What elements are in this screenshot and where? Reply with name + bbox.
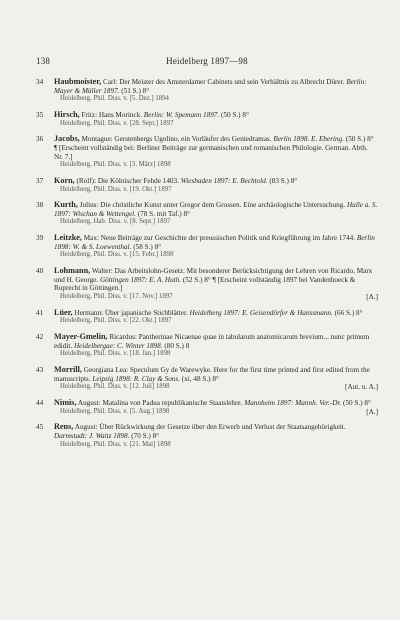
entry-title: Carl: Der Meister des Amsterdamer Cabinets und sein Verhältnis zu Albrecht Dürer. (103, 78, 345, 86)
bibliography-entry (36, 423, 378, 449)
collation: (52 S.) 8° ¶ [Erscheint vollständig 1897 bei Vandenhoeck & Ruprecht in Göttingen.] (54, 275, 356, 293)
bibliography-entry (36, 177, 378, 194)
collation: (50 S.) 8° (343, 399, 371, 408)
bibliography-entry (36, 78, 378, 104)
collation: (83 S.) 8° (269, 176, 298, 185)
publication-info: Heidelbergae: C. Winter 1898. (73, 341, 163, 350)
publication-info: Mannheim 1897: Mannh. Ver.-Dr. (244, 399, 342, 408)
entry-title: Julius: Die christliche Kunst unter Gregor dem Grossen. Eine archäologische Untersuchung. (79, 201, 346, 210)
publication-info: Berlin 1898. E. Ebering. (273, 135, 344, 144)
bibliography-entry (36, 309, 378, 326)
entry-number: 38 (36, 201, 44, 210)
author-surname: Nimis, (54, 398, 77, 408)
entry-title: August: Über Rückwirkung der Gesetze über den Erwerb und Verlust der Staatsangehörigkeit. (74, 423, 346, 432)
running-title: Heidelberg 1897—98 (166, 56, 248, 66)
entry-source-mark: [A.] (366, 407, 378, 416)
entry-number: 39 (36, 234, 44, 243)
collation: (66 S.) 8° (334, 308, 363, 317)
publication-info: Heidelberg 1897: E. Geisendörfer & Hanssmann. (189, 308, 333, 317)
publication-info: Berlin 1898: W. & S. Loewenthal. (54, 234, 375, 251)
author-surname: Lüer, (54, 307, 73, 317)
author-surname: Jacobs, (54, 134, 80, 144)
bibliography-entry (36, 399, 378, 416)
author-surname: Kurth, (54, 200, 78, 210)
publication-info: Berlin: W. Spemann 1897. (143, 110, 220, 119)
entry-title: Hermann: Über japanische Stichblätter. (74, 308, 188, 317)
bibliography-entry (36, 333, 378, 359)
entry-number: 43 (36, 366, 44, 375)
entry-number: 40 (36, 267, 44, 276)
publication-info: Berlin: Mayer & Müller 1897. (54, 78, 367, 95)
collation: (70 S.) 8° (131, 432, 160, 441)
entry-number: 37 (36, 176, 44, 185)
bibliography-entry (36, 267, 378, 301)
entry-title: Montague: Gerstenbergs Ugolino, ein Vorläufer des Geniedramas. (81, 135, 272, 144)
entry-number: 41 (36, 308, 44, 317)
author-surname: Leitzke, (54, 233, 82, 243)
entry-number: 36 (36, 135, 44, 144)
entry-number: 44 (36, 399, 44, 408)
author-surname: Lohmann, (54, 266, 91, 276)
entry-title: Georgiana Lea: Speculum Gy de Warewyke. Here for the first time printed and first edited from the manuscripts. (54, 366, 370, 383)
bibliography-entry (36, 366, 378, 392)
publication-info: Darmstadt: J. Waitz 1898. (54, 432, 130, 441)
bibliography-entry (36, 111, 378, 128)
publication-info: Leipzig 1898: R. Clay & Sons. (92, 374, 180, 383)
author-surname: Haubmoister, (54, 77, 102, 86)
dissertation-note: Heidelberg, Phil. Diss. v. [3. März] 1898 (60, 161, 171, 169)
entry-title: Fritz: Hans Morinck. (81, 110, 142, 119)
page-number: 138 (36, 56, 51, 66)
publication-info: Göttingen 1897: E. A. Huth. (99, 275, 182, 284)
entry-title: August: Matalina von Padua republikanische Staatslehre. (77, 399, 243, 408)
entry-list (36, 78, 378, 449)
dissertation-note: Heidelberg, Phil. Diss. v. [17. Nov.] 1897 (60, 293, 173, 300)
entry-number: 45 (36, 423, 44, 432)
entry-title: Ricardus: Pantherinae Nicaenae quae in tabularum anatomicarum brevium... nunc primum edidit. (54, 333, 370, 350)
dissertation-note: Heidelberg, Phil. Diss. v. [5. Aug.] 1898 (60, 407, 170, 415)
entry-number: 42 (36, 333, 44, 342)
collation: (xi, 48 S.) 8° (181, 374, 219, 383)
author-surname: Rens, (54, 422, 74, 432)
entry-title: Max: Neue Beiträge zur Geschichte der preussischen Politik und Kriegführung im Jahre 1744. (83, 234, 356, 243)
entry-number: 34 (36, 78, 44, 86)
page-header (36, 56, 378, 72)
dissertation-note: Heidelberg, Phil. Diss. v. [18. Jan.] 1898 (60, 350, 171, 358)
dissertation-note: Heidelberg, Phil. Diss. v. [21. Mai] 1898 (60, 440, 171, 448)
dissertation-note: Heidelberg, Hab. Diss. v. [8. Sept.] 1897 (60, 218, 171, 226)
collation: (50 S.) 8° ¶ [Erscheint vollständig bei: Berliner Beiträge zur germanischen und romanischen Philologie. German. Abth. Nr. 7.] (54, 135, 374, 161)
author-surname: Morrill, (54, 365, 82, 375)
author-surname: Korn, (54, 175, 75, 185)
collation: (80 S.) 8 (164, 341, 190, 350)
bibliography-entry (36, 135, 378, 169)
dissertation-note: Heidelberg, Phil. Diss. v. [28. Sept.] 1897 (60, 119, 174, 127)
entry-source-mark: [Aut. u. A.] (345, 383, 378, 392)
author-surname: Hirsch, (54, 109, 80, 119)
publication-info: Halle a. S. 1897: Wischan & Wettengel. (54, 201, 378, 218)
dissertation-note: Heidelberg, Phil. Diss. v. [12. Juli] 1898 (60, 383, 170, 391)
collation: (51 S.) 8° (121, 86, 150, 95)
entry-title: Walter: Das Arbeitslohn-Gesetz. Mit besonderer Berücksichtigung der Lehren von Ricardo, Marx und H. George. (54, 267, 373, 284)
entry-title: (Rolf): Die Kölnischer Fehde 1403. (76, 176, 179, 185)
author-surname: Mayer-Gmelin, (54, 332, 108, 342)
bibliography-entry (36, 201, 378, 227)
collation: (78 S. mit Taf.) 8° (137, 209, 190, 218)
entry-source-mark: [A.] (366, 293, 378, 301)
entry-number: 35 (36, 110, 44, 119)
collation: (58 S.) 8° (133, 242, 162, 251)
publication-info: Wiesbaden 1897: E. Bechtold. (180, 176, 268, 185)
dissertation-note: Heidelberg, Phil. Diss. v. [15. Febr.] 1898 (60, 251, 174, 259)
bibliography-entry (36, 234, 378, 260)
dissertation-note: Heidelberg, Phil. Diss. v. [5. Dez.] 1894 (60, 95, 169, 103)
dissertation-note: Heidelberg, Phil. Diss. v. [22. Okt.] 1897 (60, 317, 172, 325)
dissertation-note: Heidelberg, Phil. Diss. v. [19. Okt.] 1897 (60, 185, 172, 193)
collation: (50 S.) 8° (221, 110, 249, 119)
